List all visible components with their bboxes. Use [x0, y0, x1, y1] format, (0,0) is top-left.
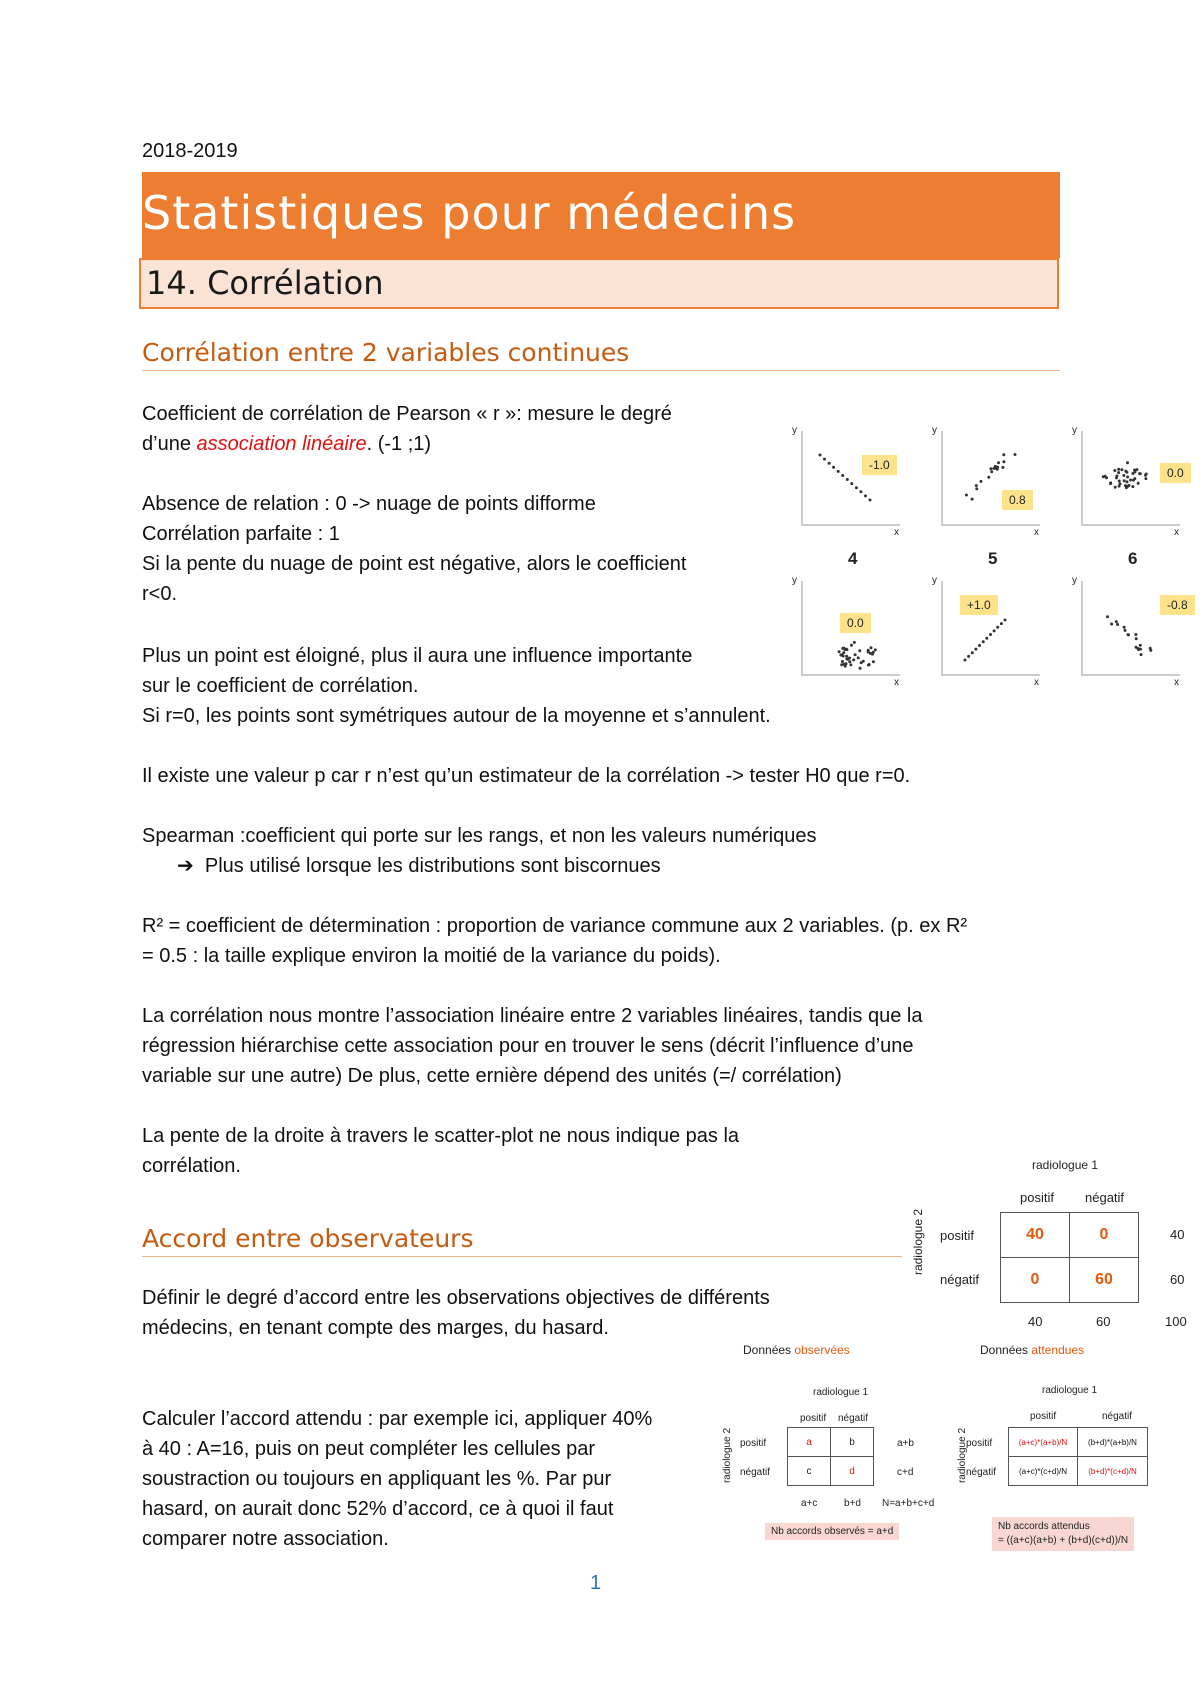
table-cell: (b+d)*(a+b)/N [1077, 1427, 1148, 1457]
scatter-point [996, 626, 999, 629]
section-rule [142, 370, 1060, 371]
table-col-title: radiologue 1 [1042, 1385, 1098, 1396]
scatter-point [1126, 485, 1129, 488]
scatter-point [860, 661, 863, 664]
text-line: Si la pente du nuage de point est négative, alors le coefficient [142, 553, 687, 575]
panel-number: 4 [848, 549, 858, 568]
scatter-point [975, 484, 978, 487]
table-col-header: positif [1030, 1411, 1057, 1422]
scatter-point [849, 663, 852, 666]
scatter-point [1117, 471, 1120, 474]
text-line: Corrélation parfaite : 1 [142, 523, 340, 545]
table-row-header: positif [740, 1438, 767, 1449]
table-row-title: radiologue 2 [911, 1208, 926, 1276]
col-total: a+c [801, 1498, 818, 1509]
scatter-point [1115, 620, 1118, 623]
scatter-point [1002, 453, 1005, 456]
section-heading-correlation: Corrélation entre 2 variables continues [142, 338, 630, 367]
scatter-point [841, 474, 844, 477]
text-line: Calculer l’accord attendu : par exemple ici, appliquer 40% [142, 1408, 653, 1430]
scatter-point [1123, 479, 1126, 482]
paragraph-expected-agreement [142, 1404, 722, 1554]
text-line: La corrélation nous montre l’association linéaire entre 2 variables linéaires, tandis que la [142, 1005, 923, 1027]
scatter-point [1118, 480, 1121, 483]
table-cell: a [787, 1427, 831, 1457]
scatter-point [1109, 482, 1112, 485]
table-col-header: positif [1020, 1190, 1054, 1205]
correlation-label: -1.0 [862, 455, 897, 475]
axis-label-y: y [1072, 575, 1077, 586]
scatter-point [1113, 469, 1116, 472]
scatter-point [1118, 485, 1121, 488]
text-line: Définir le degré d’accord entre les observations objectives de différents [142, 1287, 770, 1309]
scatter-point [1001, 466, 1004, 469]
panel-number: 6 [1128, 549, 1138, 568]
scatter-point [845, 648, 848, 651]
plot-axes [802, 431, 900, 525]
scatter-point [1135, 637, 1138, 640]
text-line: Spearman :coefficient qui porte sur les rangs, et non les valeurs numériques [142, 825, 817, 847]
scatter-point [1014, 453, 1017, 456]
scatter-point [1131, 485, 1134, 488]
table-cell: 0 [1069, 1212, 1139, 1258]
text-line: r<0. [142, 583, 178, 605]
scatter-point [872, 660, 875, 663]
scatter-point [1106, 615, 1109, 618]
section-heading-agreement: Accord entre observateurs [142, 1224, 474, 1253]
agreement-table [905, 1150, 1195, 1329]
document-year: 2018-2019 [142, 140, 238, 162]
table-row-header: positif [966, 1438, 993, 1449]
scatter-panel [1070, 425, 1200, 540]
scatter-point [993, 629, 996, 632]
scatter-panel [1070, 549, 1200, 690]
scatter-point [1145, 473, 1148, 476]
text-line: comparer notre association. [142, 1528, 389, 1550]
scatter-point [1123, 626, 1126, 629]
scatter-panel [930, 425, 1060, 540]
correlation-label: 0.0 [1160, 463, 1191, 483]
scatter-point [1126, 461, 1129, 464]
scatter-point [1126, 476, 1129, 479]
scatter-point [819, 454, 822, 457]
scatter-point [839, 654, 842, 657]
text-line: Plus un point est éloigné, plus il aura une influence importante [142, 645, 693, 667]
scatter-point [869, 499, 872, 502]
scatter-point [1114, 486, 1117, 489]
table-row-header: négatif [966, 1467, 997, 1478]
table-cell: (a+c)*(c+d)/N [1008, 1456, 1078, 1486]
scatter-point [871, 653, 874, 656]
scatter-point [1131, 472, 1134, 475]
axis-label-x: x [1174, 677, 1179, 688]
scatter-point [1149, 647, 1152, 650]
table-row-header: négatif [940, 1272, 980, 1287]
text-line: corrélation. [142, 1155, 241, 1177]
scatter-plots-figure [790, 425, 1190, 700]
scatter-point [980, 480, 983, 483]
document-subtitle: 14. Corrélation [146, 264, 384, 302]
scatter-point [1144, 477, 1147, 480]
table-cell: 40 [1000, 1212, 1070, 1258]
scatter-point [974, 648, 977, 651]
paragraph-pvalue: Il existe une valeur p car r n’est qu’un estimateur de la corrélation -> tester H0 que r=0. [142, 765, 911, 787]
scatter-point [850, 482, 853, 485]
scatter-point [837, 470, 840, 473]
expected-footer: Nb accords attendus = ((a+c)(a+b) + (b+d)(c+d))/N [992, 1517, 1134, 1551]
table-col-title: radiologue 1 [813, 1387, 869, 1398]
scatter-point [989, 467, 992, 470]
scatter-point [867, 664, 870, 667]
scatter-point [1140, 653, 1143, 656]
text-line: d’une association linéaire. (-1 ;1) [142, 433, 432, 455]
scatter-point [1115, 475, 1118, 478]
axis-label-x: x [894, 527, 899, 538]
observed-footer: Nb accords observés = a+d [765, 1523, 899, 1540]
table-col-header: négatif [838, 1413, 869, 1424]
scatter-point [828, 462, 831, 465]
correlation-label: +1.0 [960, 595, 998, 615]
paragraph-r2 [142, 911, 1072, 971]
scatter-point [841, 660, 844, 663]
scatter-point [965, 494, 968, 497]
text-line: à 40 : A=16, puis on peut compléter les cellules par [142, 1438, 596, 1460]
scatter-point [990, 470, 993, 473]
arrow-icon: ➔ [177, 855, 194, 877]
scatter-point [1002, 460, 1005, 463]
scatter-point [1135, 646, 1138, 649]
axis-label-y: y [792, 575, 797, 586]
text-line: médecins, en tenant compte des marges, du hasard. [142, 1317, 609, 1339]
scatter-point [1129, 479, 1132, 482]
scatter-point [1117, 468, 1120, 471]
scatter-point [1122, 474, 1125, 477]
grand-total: 100 [1165, 1314, 1187, 1329]
col-total: b+d [844, 1498, 861, 1509]
text-line: variable sur une autre) De plus, cette ernière dépend des unités (=/ corrélation) [142, 1065, 842, 1087]
axis-label-y: y [1072, 425, 1077, 436]
text-line: soustraction ou toujours en appliquant les %. Par pur [142, 1468, 612, 1490]
scatter-point [1127, 633, 1130, 636]
scatter-point [975, 487, 978, 490]
table-cell: 60 [1069, 1257, 1139, 1303]
scatter-point [1120, 468, 1123, 471]
scatter-point [1110, 623, 1113, 626]
axis-label-x: x [1034, 527, 1039, 538]
scatter-panel [930, 549, 1060, 690]
table-cell: (a+c)*(a+b)/N [1008, 1427, 1078, 1457]
table-cell: 0 [1000, 1257, 1070, 1303]
axis-label-y: y [932, 425, 937, 436]
text-line: Si r=0, les points sont symétriques autour de la moyenne et s’annulent. [142, 705, 771, 727]
paragraph-pearson [142, 399, 782, 459]
scatter-point [1139, 644, 1142, 647]
scatter-point [832, 466, 835, 469]
text-line: hasard, on aurait donc 52% d’accord, ce à quoi il faut [142, 1498, 614, 1520]
text-line: sur le coefficient de corrélation. [142, 675, 419, 697]
scatter-point [982, 640, 985, 643]
scatter-point [987, 476, 990, 479]
expected-data-table [957, 1343, 1190, 1568]
scatter-point [985, 637, 988, 640]
scatter-point [850, 644, 853, 647]
scatter-plot-svg [930, 425, 1060, 540]
correlation-label: -0.8 [1160, 595, 1195, 615]
text-line: La pente de la droite à travers le scatter-plot ne nous indique pas la [142, 1125, 740, 1147]
scatter-point [867, 651, 870, 654]
row-total: 60 [1170, 1272, 1185, 1287]
bullet-line: ➔ Plus utilisé lorsque les distributions sont biscornues [177, 855, 661, 877]
paragraph-slope [142, 1121, 842, 1181]
panel-number: 5 [988, 549, 998, 568]
paragraph-regression [142, 1001, 1072, 1091]
table-col-header: positif [800, 1413, 827, 1424]
scatter-point [1135, 468, 1138, 471]
plot-axes [942, 431, 1040, 525]
scatter-point [996, 468, 999, 471]
observed-label: Données observées [743, 1343, 850, 1357]
scatter-point [967, 655, 970, 658]
correlation-label: 0.8 [1002, 490, 1033, 510]
scatter-panel [790, 549, 920, 690]
scatter-point [859, 667, 862, 670]
axis-label-y: y [792, 425, 797, 436]
scatter-point [971, 651, 974, 654]
scatter-point [1000, 622, 1003, 625]
scatter-point [858, 649, 861, 652]
scatter-point [1126, 480, 1129, 483]
scatter-point [838, 650, 841, 653]
scatter-point [989, 633, 992, 636]
scatter-point [853, 641, 856, 644]
paragraph-agreement-definition [142, 1283, 882, 1343]
text-line: Coefficient de corrélation de Pearson « r »: mesure le degré [142, 403, 672, 425]
row-total: c+d [897, 1467, 914, 1478]
table-col-header: négatif [1102, 1411, 1133, 1422]
scatter-point [1116, 623, 1119, 626]
table-cell: c [787, 1456, 831, 1486]
correlation-label: 0.0 [840, 613, 871, 633]
text-line: R² = coefficient de détermination : proportion de variance commune aux 2 variables. (p. ex R² [142, 915, 968, 937]
col-total: 60 [1096, 1314, 1111, 1329]
scatter-point [978, 644, 981, 647]
scatter-point [1134, 633, 1137, 636]
axis-label-x: x [1034, 677, 1039, 688]
col-total: 40 [1028, 1314, 1043, 1329]
scatter-point [997, 461, 1000, 464]
scatter-point [1004, 619, 1007, 622]
table-col-header: négatif [1085, 1190, 1125, 1205]
scatter-point [857, 656, 860, 659]
table-cell: b [830, 1427, 874, 1457]
emphasis-text: association linéaire [196, 433, 367, 455]
table-row-header: négatif [740, 1467, 771, 1478]
scatter-point [859, 490, 862, 493]
scatter-point [1133, 477, 1136, 480]
text-line: Absence de relation : 0 -> nuage de points difforme [142, 493, 596, 515]
scatter-plot-svg [930, 575, 1060, 690]
scatter-point [855, 486, 858, 489]
table-row-title: radiologue 2 [722, 1427, 734, 1484]
scatter-point [1102, 475, 1105, 478]
scatter-point [1138, 472, 1141, 475]
scatter-point [1124, 629, 1127, 632]
row-total: 40 [1170, 1227, 1185, 1242]
scatter-point [1139, 648, 1142, 651]
scatter-point [852, 658, 855, 661]
scatter-plot-svg [1070, 575, 1200, 690]
expected-label: Données attendues [980, 1343, 1085, 1357]
scatter-point [845, 655, 848, 658]
scatter-panel [790, 425, 920, 540]
table-row-title: radiologue 2 [957, 1427, 969, 1484]
text-line: régression hiérarchise cette association pour en trouver le sens (décrit l’influence d’une [142, 1035, 914, 1057]
axis-label-x: x [1174, 527, 1179, 538]
scatter-plot-svg [790, 425, 920, 540]
table-cell: d [830, 1456, 874, 1486]
paragraph-spearman [142, 821, 1062, 881]
page-number: 1 [590, 1572, 602, 1594]
scatter-point [971, 498, 974, 501]
scatter-point [848, 660, 851, 663]
row-total: a+b [897, 1438, 914, 1449]
scatter-point [841, 647, 844, 650]
scatter-point [845, 662, 848, 665]
scatter-point [846, 658, 849, 661]
scatter-point [870, 646, 873, 649]
axis-label-y: y [932, 575, 937, 586]
section-rule [142, 1256, 902, 1257]
table-col-title: radiologue 1 [1032, 1158, 1099, 1172]
table-row-header: positif [940, 1228, 974, 1243]
scatter-point [823, 458, 826, 461]
scatter-point [1137, 482, 1140, 485]
text-line: = 0.5 : la taille explique environ la moitié de la variance du poids). [142, 945, 721, 967]
grand-total: N=a+b+c+d [882, 1498, 935, 1509]
table-cell: (b+d)*(c+d)/N [1077, 1456, 1148, 1486]
scatter-point [1125, 471, 1128, 474]
scatter-point [964, 659, 967, 662]
observed-data-table [722, 1343, 955, 1543]
paragraph-relation [142, 489, 782, 609]
scatter-point [854, 653, 857, 656]
scatter-point [840, 663, 843, 666]
scatter-point [874, 648, 877, 651]
scatter-point [846, 478, 849, 481]
document-title: Statistiques pour médecins [142, 186, 797, 240]
axis-label-x: x [894, 677, 899, 688]
scatter-point [864, 494, 867, 497]
